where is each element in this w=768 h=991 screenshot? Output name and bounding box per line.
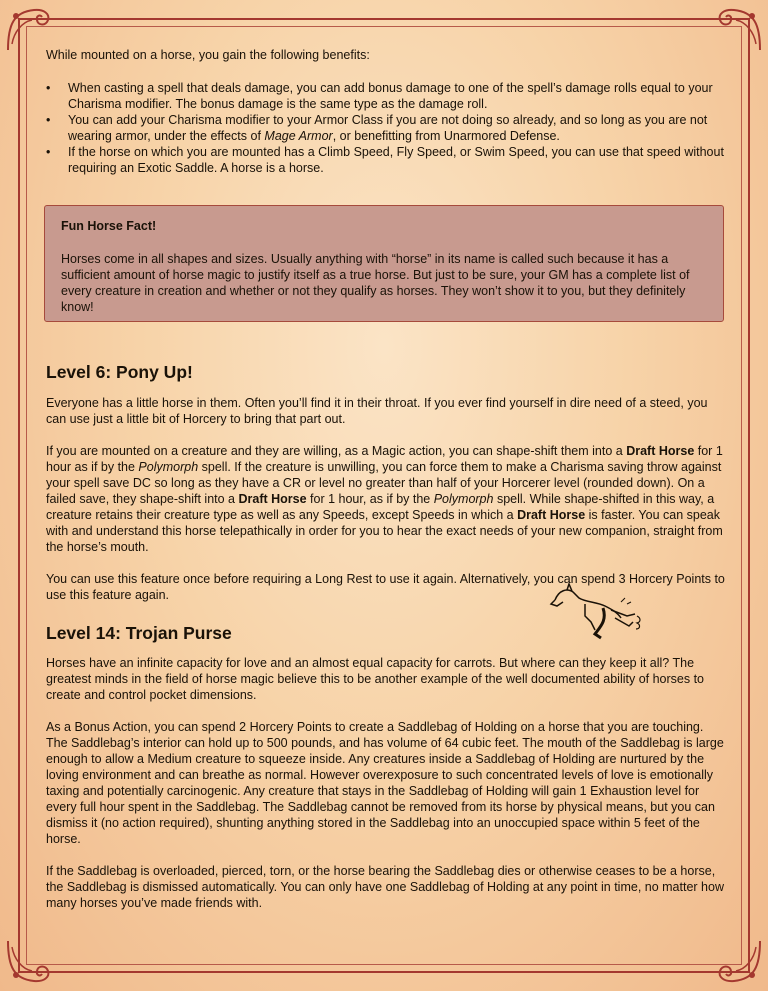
corner-flourish-icon — [4, 937, 54, 987]
level-6-paragraph: You can use this feature once before requiring a Long Rest to use it again. Alternatively, you can spend 3 Horcery Points to use this feature again. — [46, 572, 725, 602]
benefit-item: • If the horse on which you are mounted has a Climb Speed, Fly Speed, or Swim Speed, you can use that speed without requiring an Exotic Saddle. A horse is a horse. — [46, 144, 726, 176]
fun-fact-body: Horses come in all shapes and sizes. Usually anything with “horse” in its name is called such because it has a sufficient amount of horse magic to justify itself as a true horse. But just to be sure, your GM has a complete list of every creature in creation and whether or not they qualify as horses. They won’t show it to you, but they definitely know! — [61, 252, 690, 314]
intro-section — [46, 47, 726, 176]
benefit-item: • You can add your Charisma modifier to your Armor Class if you are not doing so already, and so long as you are not wearing armor, under the effects of Mage Armor, or benefitting from Unarmored Defense. — [46, 112, 726, 144]
level-6-heading: Level 6: Pony Up! — [46, 362, 193, 382]
benefits-list — [46, 80, 726, 176]
level-6-section — [46, 362, 726, 603]
benefit-item: • When casting a spell that deals damage, you can add bonus damage to one of the spell’s damage rolls equal to your Charisma modifier. The bonus damage is the same type as the damage roll. — [46, 80, 726, 112]
level-14-heading: Level 14: Trojan Purse — [46, 623, 232, 643]
level-14-paragraph: If the Saddlebag is overloaded, pierced, torn, or the horse bearing the Saddlebag dies or otherwise ceases to be a horse, the Saddlebag is dismissed automatically. You can only have one Saddlebag of Holding at any point in time, no matter how many horses you’ve made friends with. — [46, 864, 724, 910]
fun-fact-box — [44, 205, 724, 322]
intro-text: While mounted on a horse, you gain the following benefits: — [46, 48, 370, 62]
corner-flourish-icon — [714, 937, 764, 987]
level-6-paragraph: If you are mounted on a creature and they are willing, as a Magic action, you can shape-shift them into a Draft Horse for 1 hour as if by the Polymorph spell. If the creature is unwilling, you can force them to make a Charisma saving throw against your spell save DC so long as they have a CR or level no greater than half of your Horcerer level (rounded down). On a failed save, they shape-shift into a Draft Horse for 1 hour, as if by the Polymorph spell. While shape-shifted in this way, a creature retains their creature type as well as any Speeds, except Speeds in which a Draft Horse is faster. You can speak with and understand this horse telepathically in order for you to hear the exact needs of your new companion, straight from the horse’s mouth. — [46, 444, 723, 554]
level-14-paragraph: As a Bonus Action, you can spend 2 Horcery Points to create a Saddlebag of Holding on a horse that you are touching. The Saddlebag’s interior can hold up to 500 pounds, and has volume of 64 cubic feet. The mouth of the Saddlebag is large enough to allow a Medium creature to squeeze inside. Any creatures inside a Saddlebag of Holding are nurtured by the loving environment and can breathe as normal. However overexposure to such concentrated levels of love is emotionally taxing and potentially carcinogenic. Any creature that stays in the Saddlebag of Holding will gain 1 Exhaustion level for every full hour spent in the Saddlebag. The Saddlebag cannot be removed from its horse by physical means, but you can dismiss it (no action required), shunting anything stored in the Saddlebag into an unoccupied space within 5 feet of the horse. — [46, 720, 724, 846]
level-14-paragraph: Horses have an infinite capacity for love and an almost equal capacity for carrots. But where can they keep it all? The greatest minds in the field of horse magic believe this to be another example of the well documented ability of horses to create and control pocket dimensions. — [46, 656, 705, 702]
level-14-section — [46, 623, 726, 911]
fun-fact-title: Fun Horse Fact! — [61, 219, 157, 233]
level-6-paragraph: Everyone has a little horse in them. Often you’ll find it in their throat. If you ever find yourself in dire need of a steed, you can use just a little bit of Horcery to bring that part out. — [46, 396, 708, 426]
